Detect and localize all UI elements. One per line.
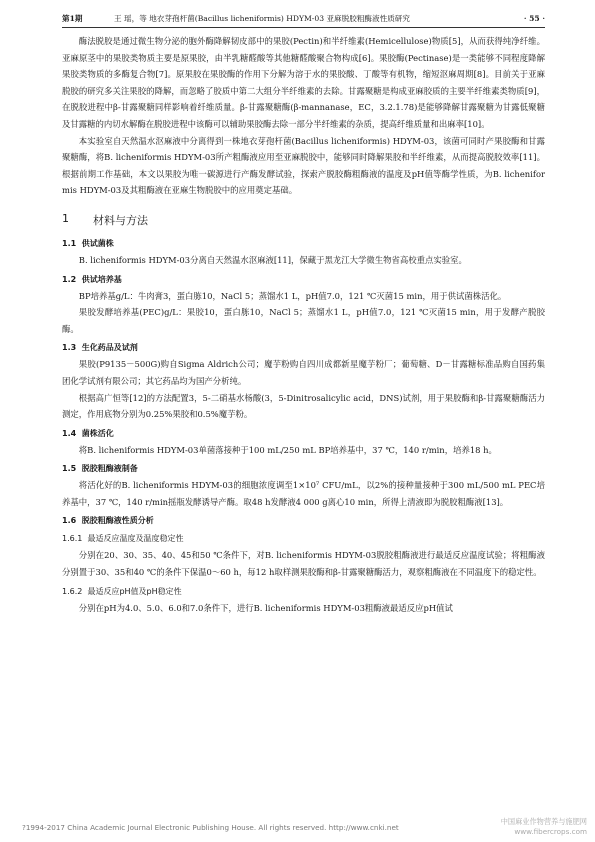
paragraph-reagents: 果胶(P9135－500G)购自Sigma Aldrich公司；魔芋粉购自四川成都新星魔芋粉厂；葡萄糖、D－甘露糖标准品购自国药集团化学试剂有限公司；其它药品均为国产分析纯。	[62, 359, 545, 386]
subsection-heading-1-2: 1.2 供试培养基	[62, 274, 122, 284]
subsection-heading-1-6-2: 1.6.2 最适反应pH值及pH稳定性	[62, 586, 182, 596]
article-body	[62, 33, 545, 616]
page-footer	[22, 815, 587, 839]
issue-number: 第1期	[62, 13, 83, 23]
paragraph-dns: 根据高广恒等[12]的方法配置3，5-二硝基水杨酸(3，5-Dinitrosalicylic acid，DNS)试剂，用于果胶酶和β-甘露聚糖酶活力测定，作用底物分别为0.25%果胶和0.5%魔芋粉。	[62, 392, 545, 420]
section-heading	[62, 212, 545, 228]
paragraph-ph: 分别在pH为4.0、5.0、6.0和7.0条件下，进行B. licheniformis HDYM-03粗酶液最适反应pH值试	[78, 602, 453, 613]
section-title: 材料与方法	[93, 213, 148, 227]
subsection-heading-1-6-1: 1.6.1 最适反应温度及温度稳定性	[62, 534, 184, 544]
watermark-text: 中国麻业作物营养与施肥网	[500, 817, 587, 826]
paragraph-temperature: 分别在20、30、35、40、45和50 ℃条件下，对B. licheniformis HDYM-03脱胶粗酶液进行最适反应温度试验；将粗酶液分别置于30、35和40 ℃的条件下保温0～60 h，每12 h取样测果胶酶和β-甘露聚糖酶活力，观察粗酶液在不同温度下的稳定性。	[62, 550, 545, 578]
watermark-url: www.fibercrops.com	[514, 827, 587, 836]
header-rule	[62, 27, 545, 28]
intro-paragraph-2: 本实验室自天然温水沤麻液中分离得到一株地衣芽孢杆菌(Bacillus licheniformis) HDYM-03，该菌可同时产果胶酶和甘露聚糖酶，将B. licheniformis HDYM-03所产粗酶液应用至亚麻脱胶中，能够同时降解果胶和半纤维素，从而提高脱胶效率[11]。根据前期工作基础，本文以果胶为唯一碳源进行产酶发酵试验，探索产脱胶酶粗酶液的温度及pH值等酶学性质，为B. licheniformis HDYM-03及其粗酶液在亚麻生物脱胶中的应用奠定基础。	[62, 135, 545, 196]
subsection-heading-1-5: 1.5 脱胶粗酶液制备	[62, 464, 138, 474]
paragraph-crude-enzyme: 将活化好的B. licheniformis HDYM-03的细胞浓度调至1×10⁷ CFU/mL，以2%的接种量接种于300 mL/500 mL PEC培养基中，37 ℃，140 r/min摇瓶发酵诱导产酶。取48 h发酵液4 000 g离心10 min，所得上清液即为脱胶粗酶液[13]。	[62, 480, 545, 507]
paragraph-strain: B. licheniformis HDYM-03分离自天然温水沤麻液[11]，保藏于黑龙江大学微生物省高校重点实验室。	[78, 254, 467, 265]
page-number: · 55 ·	[523, 13, 545, 23]
running-title: 王 瑶，等 地衣芽孢杆菌(Bacillus licheniformis) HDYM-03 亚麻脱胶粗酶液性质研究	[114, 13, 410, 23]
running-header	[62, 11, 545, 25]
section-number: 1	[62, 211, 69, 225]
subsection-heading-1-3: 1.3 生化药品及试剂	[62, 343, 138, 353]
copyright-notice: ?1994-2017 China Academic Journal Electronic Publishing House. All rights reserved. http://www.cnki.net	[22, 822, 399, 832]
paragraph-activation: 将B. licheniformis HDYM-03单菌落接种于100 mL/250 mL BP培养基中，37 ℃，140 r/min，培养18 h。	[78, 444, 497, 455]
paragraph-bp-medium: BP培养基g/L：牛肉膏3，蛋白胨10，NaCl 5；蒸馏水1 L，pH值7.0，121 ℃灭菌15 min，用于供试菌株活化。	[78, 290, 507, 301]
watermark	[501, 817, 587, 837]
subsection-heading-1-4: 1.4 菌株活化	[62, 428, 114, 438]
subsection-heading-1-6: 1.6 脱胶粗酶液性质分析	[62, 516, 154, 526]
paragraph-pec-medium: 果胶发酵培养基(PEC)g/L：果胶10，蛋白胨10，NaCl 5；蒸馏水1 L，pH值7.0，121 ℃灭菌15 min，用于发酵产脱胶酶。	[62, 307, 545, 334]
subsection-heading-1-1: 1.1 供试菌株	[62, 238, 114, 248]
intro-paragraph-1: 酶法脱胶是通过微生物分泌的胞外酶降解韧皮部中的果胶(Pectin)和半纤维素(Hemicellulose)物质[5]，从而获得纯净纤维。亚麻原茎中的果胶类物质主要是原果胶，由半乳糖醛酸等其他糖醛酸聚合物构成[6]。果胶酶(Pectinase)是一类能够不同程度降解果胶类物质的多酶复合物[7]。原果胶在果胶酶的作用下分解为溶于水的果胶酸、丁酸等有机物，缩短沤麻周期[8]。目前关于亚麻脱胶的研究多关注果胶的降解，而忽略了胶质中第二大组分半纤维素的去除。甘露聚糖是构成亚麻胶质的主要半纤维素类物质[9]，在脱胶进程中β-甘露聚糖同样影响着纤维质量。β-甘露聚糖酶(β-mannanase，EC，3.2.1.78)是能够降解甘露聚糖为甘露低聚糖及甘露糖的内切水解酶在脱胶进程中该酶可以辅助果胶酶去除一部分半纤维素的杂质，提高纤维质量和出麻率[10]。	[62, 36, 545, 129]
